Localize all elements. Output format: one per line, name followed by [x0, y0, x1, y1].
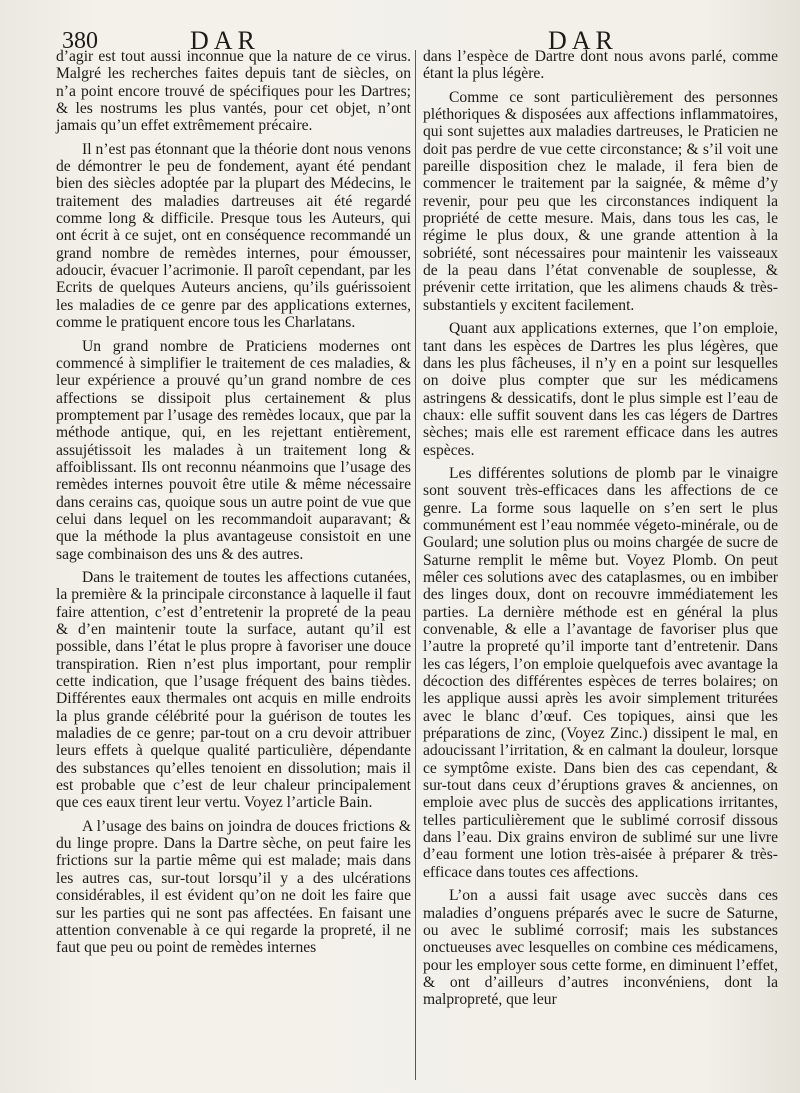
paragraph: dans l’espèce de Dartre dont nous avons parlé, comme étant la plus légère.	[423, 48, 778, 83]
paragraph: Les différentes solutions de plomb par le vinaigre sont souvent très-efficaces dans les affections de ce genre. La forme sous laquelle on s’en sert le plus communément est l’eau nommée végeto-minérale, ou de Goulard; une solution plus ou moins chargée de sucre de Saturne remplit le même but. Voyez Plomb. On peut mêler ces solutions avec des cataplasmes, ou en imbiber des linges doux, dont on recouvre immédiatement les parties. La dernière méthode est en général la plus convenable, & elle a l’avantage de favoriser plus que l’autre la propreté qu’il importe tant d’entretenir. Dans les cas légers, l’on emploie quelquefois avec avantage la décoction des différentes espèces de terres bolaires; on les applique aussi après les avoir simplement triturées avec le blanc d’œuf. Ces topiques, ainsi que les préparations de zinc, (Voyez Zinc.) dissipent le mal, en adoucissant l’irritation, & en calmant la douleur, lorsque ce symptôme existe. Dans bien des cas cependant, & sur-tout dans ceux d’éruptions graves & anciennes, on emploie avec plus de succès des applications irritantes, telles particulièrement que le sublimé corrosif dissous dans l’eau. Dix grains environ de sublimé sur une livre d’eau forment une lotion très-aisée à préparer & très-efficace dans toutes ces affections.	[423, 464, 778, 881]
paragraph: L’on a aussi fait usage avec succès dans ces maladies d’onguens préparés avec le sucre de Saturne, ou avec le sublimé corrosif; mais les substances onctueuses avec lesquelles on combine ces médicamens, pour les employer sous cette forme, en diminuent l’effet, & ont d’ailleurs d’autres inconvéniens, dont la malpropreté, que leur	[423, 887, 778, 1009]
right-column	[423, 48, 778, 1015]
paragraph: Comme ce sont particulièrement des personnes pléthoriques & disposées aux affections inflammatoires, qui sont sujettes aux maladies dartreuses, le Praticien ne doit pas perdre de vue cette circonstance; & s’il voit une pareille disposition chez le malade, il fera bien de commencer le traitement par la saignée, & même d’y revenir, pour peu que les circonstances indiquent la propriété de cette mesure. Mais, dans tous les cas, le régime le plus doux, & une grande attention à la sobriété, sont nécessaires pour maintenir les vaisseaux de la peau dans l’état convenable de souplesse, & prévenir cette irritation, que les alimens chauds & très-substantiels y excitent facilement.	[423, 88, 778, 314]
column-divider	[415, 50, 416, 1080]
running-head-right: DAR	[548, 26, 618, 55]
paragraph: d’agir est tout aussi inconnue que la nature de ce virus. Malgré les recherches faites depuis tant de siècles, on n’a point encore trouvé de spécifiques pour les Dartres; & les nostrums les plus vantés, pour cet objet, n’ont jamais qu’un effet extrêmement précaire.	[56, 48, 411, 135]
left-column	[56, 48, 411, 963]
page-number: 380	[62, 28, 98, 54]
paragraph: Il n’est pas étonnant que la théorie dont nous venons de démontrer le peu de fondement, ayant été pendant bien des siècles adoptée par la plupart des Médecins, le traitement des maladies dartreuses ait été regardé comme long & difficile. Presque tous les Auteurs, qui ont écrit à ce sujet, ont en conséquence recommandé un grand nombre de remèdes internes, pour émousser, adoucir, évacuer l’acrimonie. Il paroît cependant, par les Ecrits de quelques Auteurs anciens, qu’ils guérissoient les maladies de ce genre par des applications externes, comme le pratiquent encore tous les Charlatans.	[56, 140, 411, 332]
paragraph: Quant aux applications externes, que l’on emploie, tant dans les espèces de Dartres les plus légères, que dans les plus fâcheuses, il n’y en a point sur lesquelles on doive plus compter que sur les médicamens astringens & dessicatifs, dont le plus simple est l’eau de chaux: elle suffit souvent dans les cas légers de Dartres sèches; mais elle est rarement efficace dans les autres espèces.	[423, 320, 778, 459]
paragraph: Un grand nombre de Praticiens modernes ont commencé à simplifier le traitement de ces maladies, & leur expérience a prouvé qu’un grand nombre de ces affections se dissipoit plus certainement & plus promptement par l’usage des remèdes locaux, que par la méthode antique, qui, en les rejettant entièrement, assujétissoit les malades à un traitement long & affoiblissant. Ils ont reconnu néanmoins que l’usage des remèdes internes pouvoit être utile & même nécessaire dans cerains cas, quoique sous un autre point de vue que celui dans lequel on les recommandoit auparavant; & que la méthode la plus avantageuse consistoit en une sage combinaison des uns & des autres.	[56, 337, 411, 563]
running-head-left: DAR	[190, 26, 260, 55]
paragraph: A l’usage des bains on joindra de douces frictions & du linge propre. Dans la Dartre sèche, on peut faire les frictions sur la partie même qui est malade; mais dans les autres cas, sur-tout lorsqu’il y a des ulcérations considérables, il est évident qu’on ne doit les faire que sur les parties qui ne sont pas affectées. En faisant une attention convenable à ce qui regarde la propreté, il ne faut que peu ou point de remèdes internes	[56, 817, 411, 957]
paragraph: Dans le traitement de toutes les affections cutanées, la première & la principale circonstance à laquelle il faut faire attention, c’est d’entretenir la propreté de la peau & d’en maintenir toute la surface, autant qu’il est possible, dans l’état le plus propre à favoriser une douce transpiration. Rien n’est plus important, pour remplir cette indication, que l’usage fréquent des bains tièdes. Différentes eaux thermales ont acquis en mille endroits la plus grande célébrité pour la guérison de toutes les maladies de ce genre; par-tout on a cru devoir attribuer leurs effets à quelque qualité particulière, dépendante des substances qu’elles tenoient en dissolution; mais il est probable que c’est de leur chaleur principalement que ces eaux tirent leur vertu. Voyez l’article Bain.	[56, 568, 411, 812]
